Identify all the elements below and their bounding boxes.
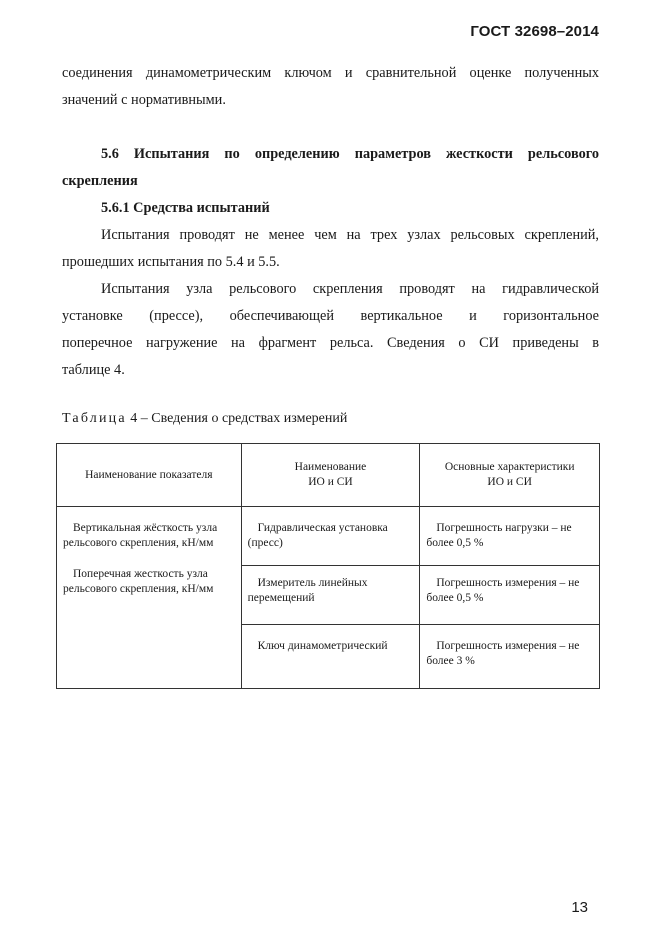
table-caption-text: 4 – Сведения о средствах измерений	[126, 411, 348, 426]
text-line: таблице 4.	[62, 362, 125, 378]
section-heading	[62, 141, 599, 195]
text-line: Испытания узла рельсового скрепления проводят на гидравлической	[101, 281, 599, 297]
text-line: значений с нормативными.	[62, 92, 226, 108]
heading-line: 5.6 Испытания по определению параметров жесткости рельсового	[101, 146, 599, 162]
measurement-table	[56, 443, 600, 689]
paragraph-continuation	[62, 60, 599, 114]
instrument-cell: Гидравлическая установка (пресс)	[241, 507, 420, 566]
indicator-lateral-stiffness: Поперечная жесткость узла рельсового скрепления, кН/мм	[63, 568, 214, 595]
header-cell-indicator: Наименование показателя	[57, 444, 242, 507]
characteristic-cell: Погрешность нагрузки – не более 0,5 %	[420, 507, 600, 566]
standard-code: ГОСТ 32698–2014	[470, 23, 599, 40]
characteristic-cell: Погрешность измерения – не более 0,5 %	[420, 566, 600, 625]
table-caption-label: Таблица	[62, 411, 127, 426]
subsection-heading: 5.6.1 Средства испытаний	[101, 200, 270, 216]
body-text-block	[62, 60, 599, 114]
header-cell-characteristics: Основные характеристики ИО и СИ	[420, 444, 600, 507]
table-caption	[62, 411, 347, 427]
indicator-vertical-stiffness: Вертикальная жёсткость узла рельсового скрепления, кН/мм	[63, 522, 218, 549]
indicator-cell	[57, 507, 242, 689]
table-row	[57, 507, 600, 566]
paragraph-1	[62, 222, 599, 276]
text-line: прошедших испытания по 5.4 и 5.5.	[62, 254, 280, 270]
text-line: поперечное нагружение на фрагмент рельса. Сведения о СИ приведены в	[62, 335, 599, 351]
text-line: соединения динамометрическим ключом и сравнительной оценке полученных	[62, 65, 599, 81]
text-line: Испытания проводят не менее чем на трех узлах рельсовых скреплений,	[101, 227, 599, 243]
heading-line: скрепления	[62, 173, 138, 189]
paragraph-2	[62, 276, 599, 384]
header-cell-instrument: Наименование ИО и СИ	[241, 444, 420, 507]
instrument-cell: Измеритель линейных перемещений	[241, 566, 420, 625]
table-header-row	[57, 444, 600, 507]
characteristic-cell: Погрешность измерения – не более 3 %	[420, 625, 600, 689]
page-number: 13	[571, 899, 588, 916]
instrument-cell: Ключ динамометрический	[241, 625, 420, 689]
text-line: установке (прессе), обеспечивающей вертикальное и горизонтальное	[62, 308, 599, 324]
